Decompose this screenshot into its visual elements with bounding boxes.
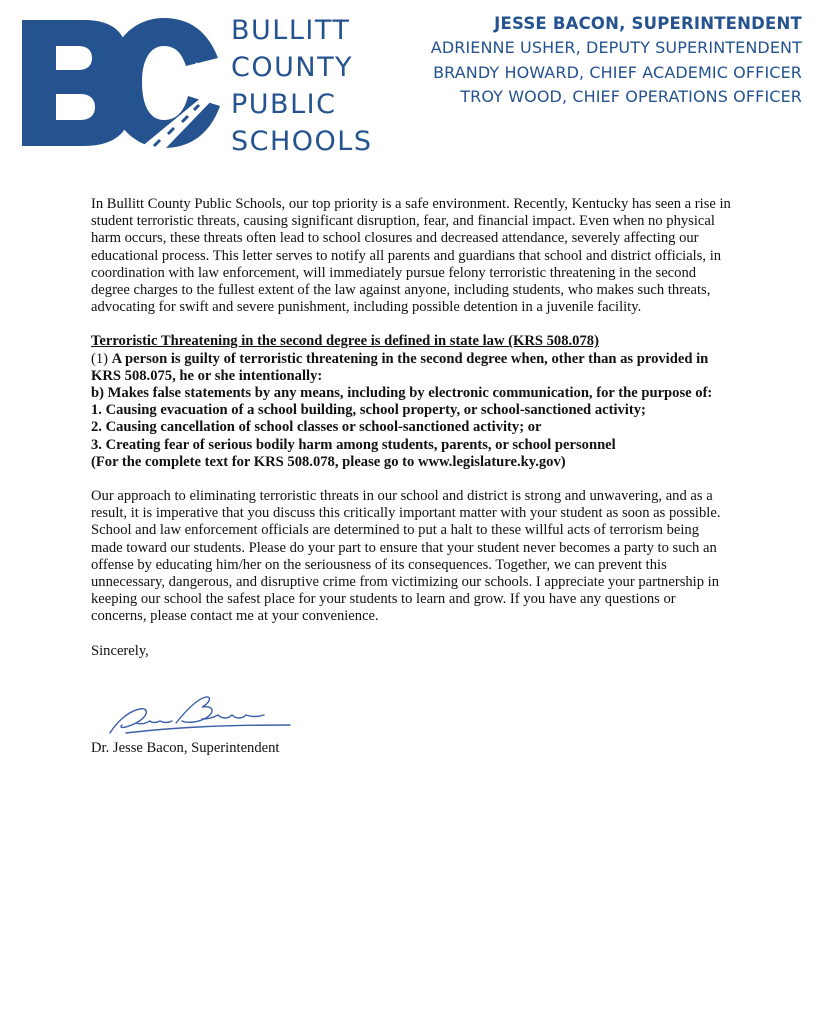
law-item: 1. Causing evacuation of a school building, school property, or school-sanctioned activity; <box>91 402 646 419</box>
letterhead <box>0 0 819 160</box>
officer-list <box>431 12 802 110</box>
law-lead-prefix: (1) <box>91 350 112 367</box>
law-lead-text: A person is guilty of terroristic threatening in the second degree when, other than as provided in KRS 508.075, he or she intentionally: <box>91 350 709 384</box>
signer-name: Dr. Jesse Bacon, Superintendent <box>91 740 280 756</box>
superintendent-title: JESSE BACON, SUPERINTENDENT <box>494 14 802 33</box>
law-item: 3. Creating fear of serious bodily harm among students, parents, or school personnel <box>91 436 616 453</box>
district-name-line: PUBLIC <box>231 89 337 120</box>
closing: Sincerely, <box>91 642 149 659</box>
law-clause-b: b) Makes false statements by any means, including by electronic communication, for the purpose of: <box>91 385 713 402</box>
law-reference: (For the complete text for KRS 508.078, please go to www.legislature.ky.gov) <box>91 453 566 470</box>
letter-body <box>91 196 731 660</box>
district-name-line: BULLITT <box>231 15 351 46</box>
officer-operations: TROY WOOD, CHIEF OPERATIONS OFFICER <box>460 87 802 106</box>
law-excerpt <box>91 333 731 471</box>
officer-deputy: ADRIENNE USHER, DEPUTY SUPERINTENDENT <box>430 38 802 57</box>
law-item: 2. Causing cancellation of school classes or school-sanctioned activity; or <box>91 419 542 436</box>
signature <box>106 693 296 741</box>
district-name-line: SCHOOLS <box>231 126 373 157</box>
intro-paragraph: In Bullitt County Public Schools, our top priority is a safe environment. Recently, Kentucky has seen a rise in student terroristic threats, causing significant disruption, fear, and financial impact. Even when no physical harm occurs, these threats often lead to school closures and decreased attendance, severely affecting our educational process. This letter serves to notify all parents and guardians that school and district officials, in coordination with law enforcement, will immediately pursue felony terroristic threatening in the second degree charges to the fullest extent of the law against anyone, including students, who makes such threats, advocating for swift and severe punishment, including possible detention in a juvenile facility. <box>91 196 731 316</box>
district-name <box>231 12 372 160</box>
law-lead <box>91 351 731 385</box>
bcps-logo <box>22 14 227 150</box>
law-heading: Terroristic Threatening in the second degree is defined in state law (KRS 508.078) <box>91 333 599 350</box>
approach-paragraph: Our approach to eliminating terroristic threats in our school and district is strong and unwavering, and as a result, it is imperative that you discuss this critically important matter with your student as soon as possible. School and law enforcement officials are determined to put a halt to these willful acts of terrorism being made toward our students. Please do your part to ensure that your student never becomes a party to such an offense by educating him/her on the seriousness of its consequences. Together, we can prevent this unnecessary, dangerous, and disruptive crime from victimizing our schools. I appreciate your partnership in keeping our school the safest place for your students to learn and grow. If you have any questions or concerns, please contact me at your convenience. <box>91 488 721 625</box>
officer-academic: BRANDY HOWARD, CHIEF ACADEMIC OFFICER <box>433 62 802 82</box>
district-name-line: COUNTY <box>231 52 354 83</box>
